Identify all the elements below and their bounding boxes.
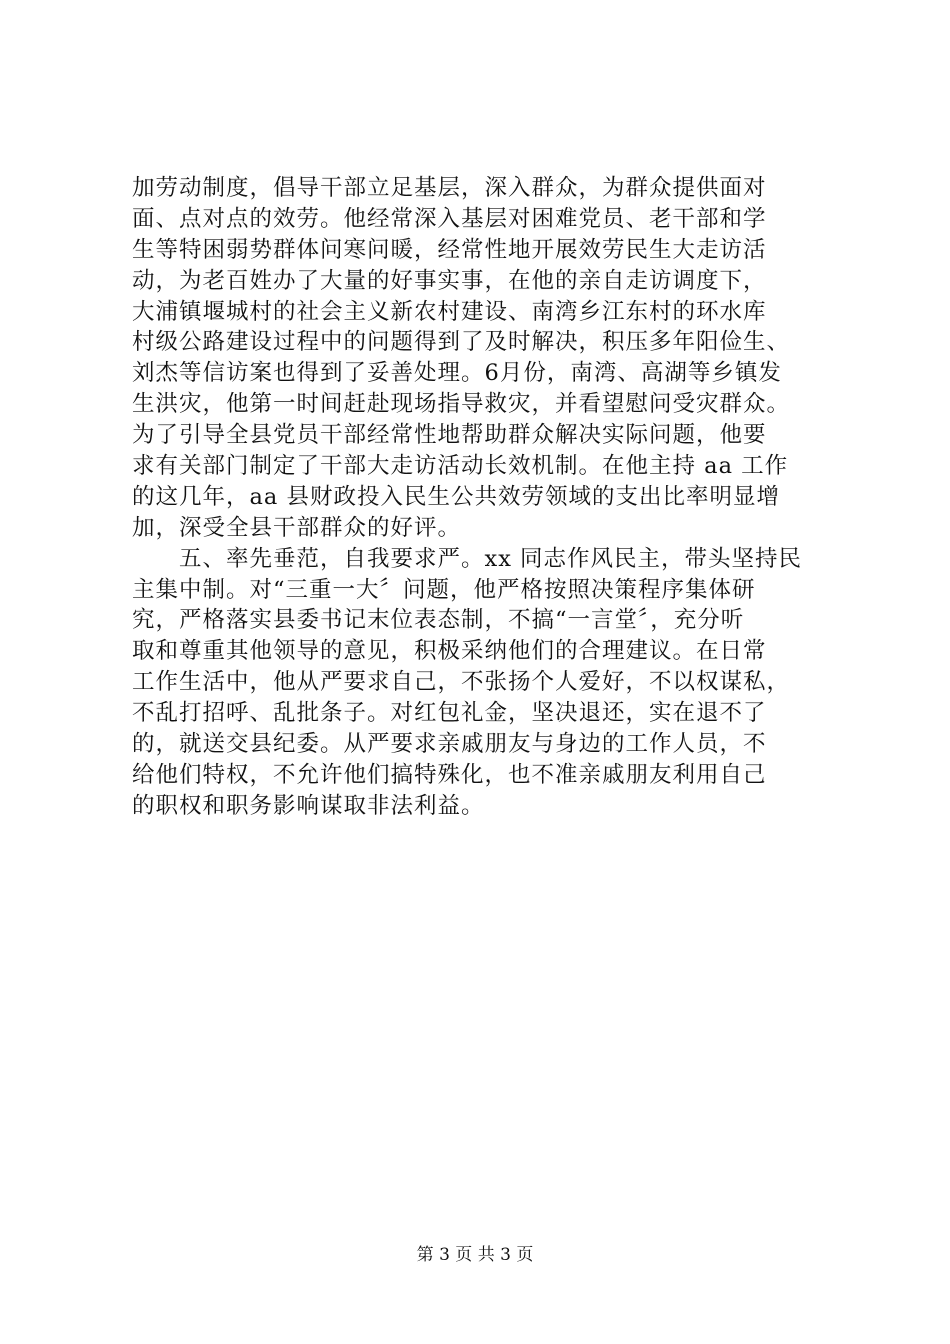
- text-line: 的职权和职务影响谋取非法利益。: [132, 792, 485, 819]
- text-line: 的，就送交县纪委。从严要求亲戚朋友与身边的工作人员，不: [132, 731, 767, 758]
- text-line: 生等特困弱势群体问寒问暖，经常性地开展效劳民生大走访活: [132, 236, 767, 263]
- text-line: 工作生活中，他从严要求自己，不张扬个人爱好，不以权谋私，: [132, 669, 791, 696]
- text-line: 动，为老百姓办了大量的好事实事，在他的亲自走访调度下，: [132, 267, 767, 294]
- text-line: 加，深受全县干部群众的好评。: [132, 514, 462, 541]
- text-line: 面、点对点的效劳。他经常深入基层对困难党员、老干部和学: [132, 205, 767, 232]
- text-line: 加劳动制度，倡导干部立足基层，深入群众，为群众提供面对: [132, 175, 767, 201]
- text-line: 村级公路建设过程中的问题得到了及时解决，积压多年阳俭生、: [132, 329, 791, 356]
- text-line: 生洪灾，他第一时间赶赴现场指导救灾，并看望慰问受灾群众。: [132, 391, 791, 418]
- text-line: 为了引导全县党员干部经常性地帮助群众解决实际问题，他要: [132, 422, 767, 449]
- text-line: 大浦镇堰城村的社会主义新农村建设、南湾乡江东村的环水库: [132, 298, 767, 325]
- text-line: 取和尊重其他领导的意见，积极采纳他们的合理建议。在日常: [132, 638, 767, 665]
- text-line: 给他们特权，不允许他们搞特殊化，也不准亲戚朋友利用自己: [132, 761, 767, 788]
- body-text: [132, 173, 832, 822]
- text-line: 不乱打招呼、乱批条子。对红包礼金，坚决退还，实在退不了: [132, 700, 767, 727]
- text-line: 的这几年，aa 县财政投入民生公共效劳领域的支出比率明显增: [132, 483, 780, 510]
- text-line: 求有关部门制定了干部大走访活动长效机制。在他主持 aa 工作: [132, 453, 789, 480]
- text-line: 究，严格落实县委书记末位表态制，不搞“一言堂〞，充分听: [132, 607, 745, 634]
- section-five-first-line: 五、率先垂范，自我要求严。xx 同志作风民主，带头坚持民: [132, 545, 803, 572]
- text-line: 主集中制。对“三重一大〞问题，他严格按照决策程序集体研: [132, 576, 756, 603]
- page-number-footer: 第 3 页 共 3 页: [416, 1245, 534, 1265]
- text-line: 刘杰等信访案也得到了妥善处理。6月份，南湾、高湖等乡镇发: [132, 360, 782, 387]
